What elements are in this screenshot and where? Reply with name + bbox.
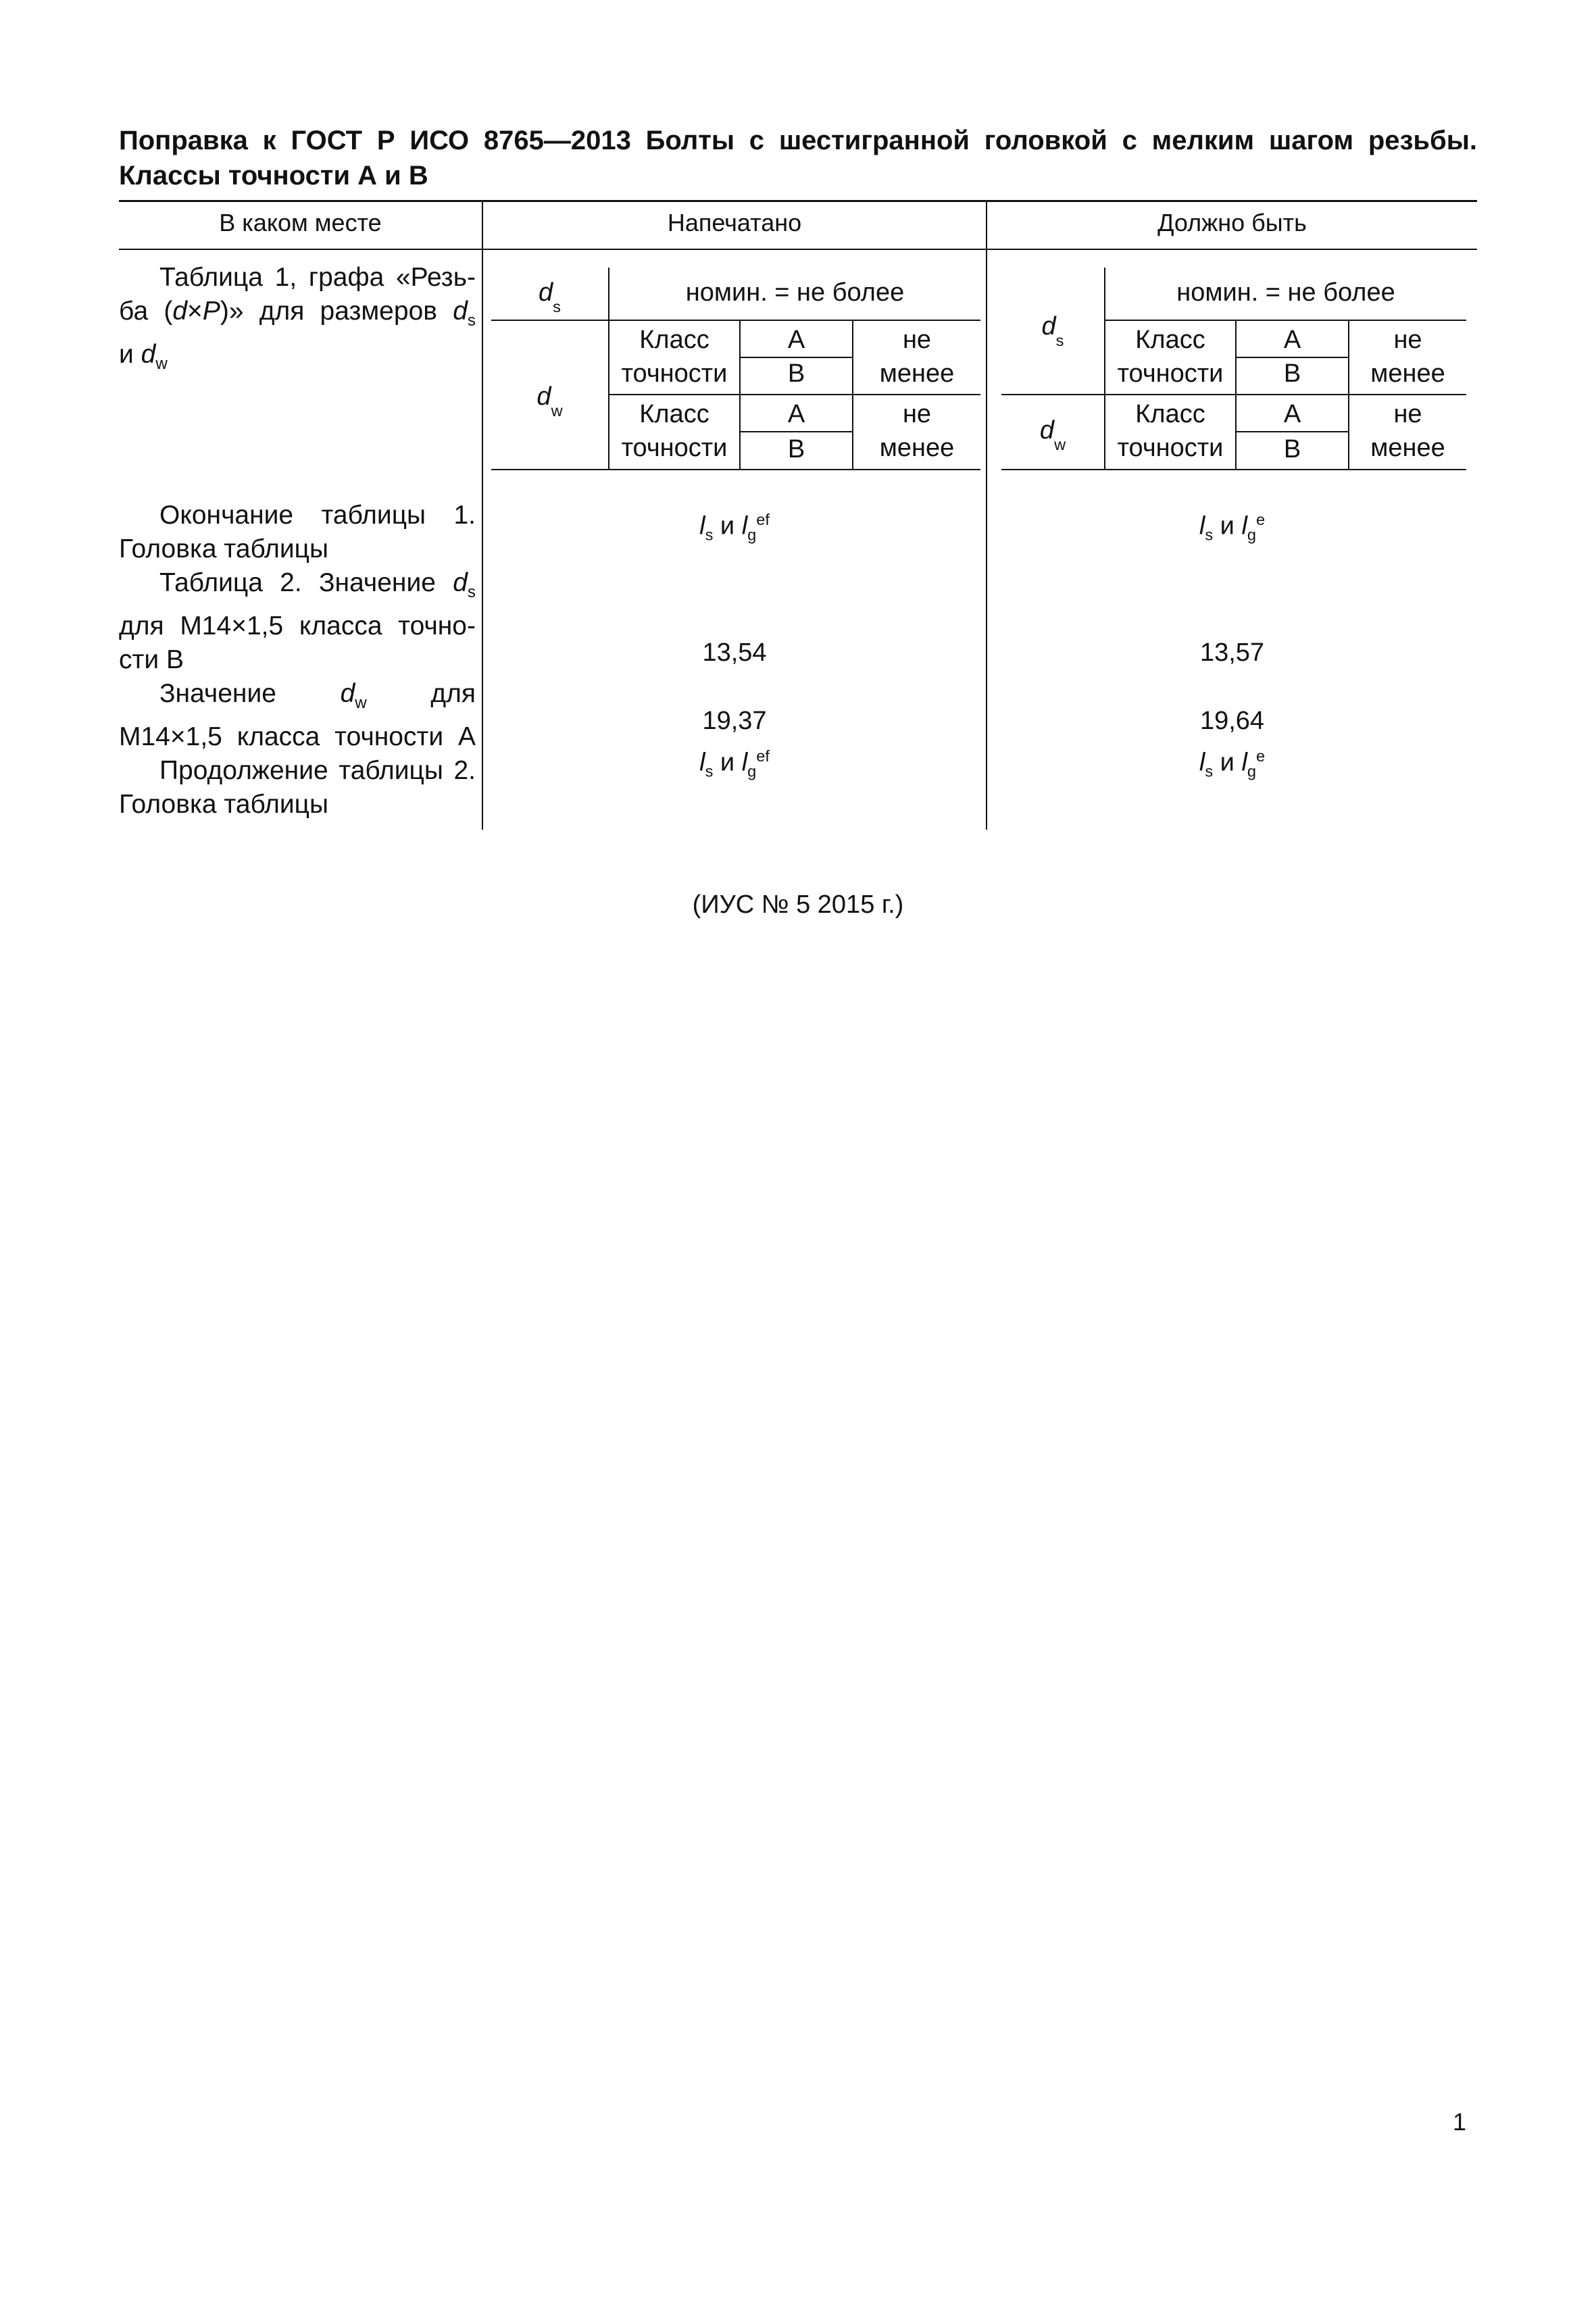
document-title xyxy=(119,123,1477,193)
row3-should-be: 13,57 xyxy=(1199,638,1265,667)
should-limit-1: не менее xyxy=(1370,326,1445,388)
row2-printed: $l_s$ и $l_g^{ef}$ xyxy=(699,511,770,544)
printed-limit-2: не менее xyxy=(879,400,955,462)
printed-class-2: Класс точности xyxy=(621,400,728,462)
title-line-2: Классы точности А и В xyxy=(119,161,428,191)
should-class-a-1: А xyxy=(1283,326,1301,354)
should-class-1: Класс точности xyxy=(1117,326,1224,388)
printed-class-a-1: А xyxy=(787,326,805,354)
row5-should-be: $l_s$ и $l_g^e$ xyxy=(1199,747,1266,780)
should-dw-symbol: $d_w$ xyxy=(1039,416,1066,453)
row2-should-be: $l_s$ и $l_g^e$ xyxy=(1199,511,1266,544)
should-class-b-2: В xyxy=(1283,435,1301,463)
row1-loc-line3: и $d_w$ xyxy=(119,339,168,373)
row1-loc-line1: Таблица 1, графа «Резь- xyxy=(159,263,476,292)
row3-loc-line1: Таблица 2. Значение $d_s$ xyxy=(159,568,476,601)
printed-dw-symbol: $d_w$ xyxy=(537,382,563,420)
header-printed: Напечатано xyxy=(667,209,802,236)
printed-class-b-2: В xyxy=(787,435,805,463)
row2-loc-line1: Окончание таблицы 1. xyxy=(159,501,476,530)
row3-printed: 13,54 xyxy=(702,638,767,667)
should-class-2: Класс точности xyxy=(1117,400,1224,462)
page-number: 1 xyxy=(1453,2108,1467,2136)
should-limit-2: не менее xyxy=(1370,400,1445,462)
row4-printed: 19,37 xyxy=(702,707,767,735)
row5-printed: $l_s$ и $l_g^{ef}$ xyxy=(699,747,770,780)
header-should-be: Должно быть xyxy=(1157,209,1307,236)
should-class-b-1: В xyxy=(1283,359,1301,388)
row5-loc-line1: Продолжение таблицы 2. xyxy=(159,755,476,785)
should-ds-symbol: $d_s$ xyxy=(1041,312,1064,349)
should-class-a-2: А xyxy=(1283,400,1301,428)
printed-class-b-1: В xyxy=(787,359,805,388)
row4-loc-line2: М14×1,5 класса точности А xyxy=(119,722,476,751)
row3-loc-line3: сти В xyxy=(119,645,184,674)
title-line-1: Поправка к ГОСТ Р ИСО 8765—2013 Болты с шестигранной головкой с мелким шагом резьбы. xyxy=(119,126,1477,155)
printed-class-a-2: А xyxy=(787,400,805,428)
printed-class-1: Класс точности xyxy=(621,326,728,388)
printed-ds-symbol: $d_s$ xyxy=(539,278,561,316)
printed-limit-1: не менее xyxy=(879,326,955,388)
row1-loc-line2: ба (d×P)» для размеров $d_s$ xyxy=(119,297,476,330)
rows-2-5-location xyxy=(119,499,476,822)
row4-loc-line1: Значение $d_w$ для xyxy=(159,678,476,712)
header-place: В каком месте xyxy=(219,209,382,236)
row4-should-be: 19,64 xyxy=(1199,707,1265,735)
should-ds-value: номин. = не более xyxy=(1176,278,1395,307)
row5-loc-line2: Головка таблицы xyxy=(119,789,329,819)
ius-footer: (ИУС № 5 2015 г.) xyxy=(692,890,904,919)
row2-loc-line2: Головка таблицы xyxy=(119,534,329,563)
table-header-rule xyxy=(119,249,1477,250)
row1-location xyxy=(119,261,476,381)
printed-ds-value: номин. = не более xyxy=(685,278,905,307)
row3-loc-line2: для М14×1,5 класса точно- xyxy=(119,611,476,640)
table-top-rule xyxy=(119,200,1477,202)
